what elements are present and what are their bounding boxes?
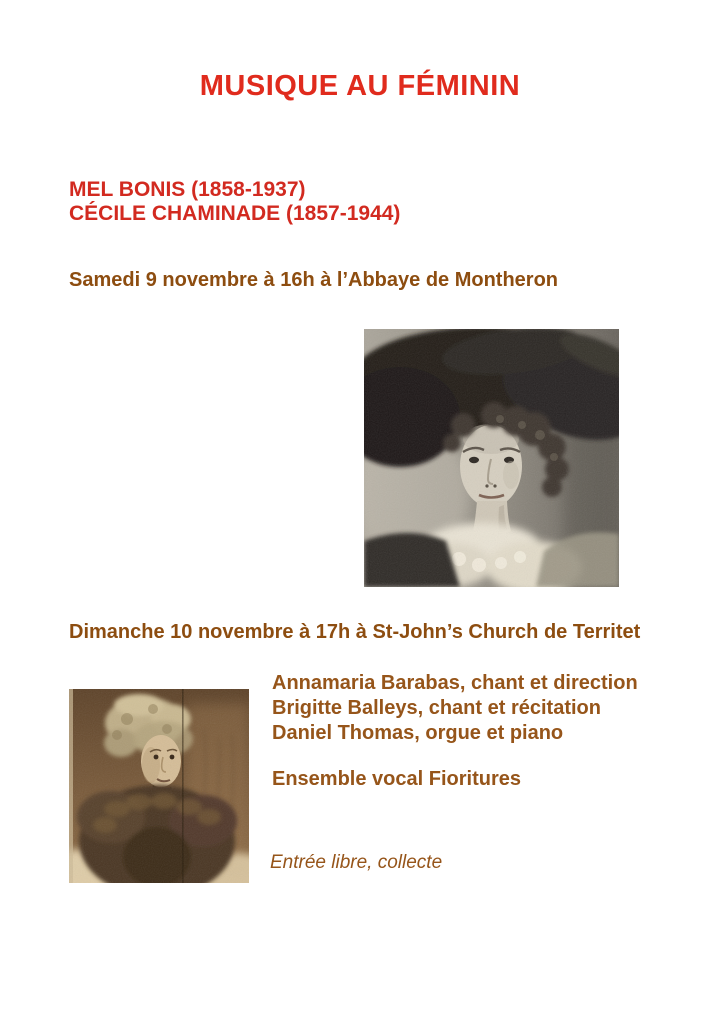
composer-line-2: CÉCILE CHAMINADE (1857-1944) bbox=[69, 202, 401, 225]
poster-title: MUSIQUE AU FÉMININ bbox=[199, 70, 521, 102]
performer-line-2: Brigitte Balleys, chant et récitation bbox=[272, 697, 601, 719]
performer-line-3: Daniel Thomas, orgue et piano bbox=[272, 722, 564, 744]
admission-note: Entrée libre, collecte bbox=[270, 852, 443, 873]
portrait-photo-top bbox=[364, 329, 619, 587]
ensemble-line: Ensemble vocal Fioritures bbox=[272, 768, 521, 790]
portrait-photo-top-image bbox=[364, 329, 619, 587]
composer-names bbox=[69, 178, 400, 226]
event-2-heading: Dimanche 10 novembre à 17h à St-John’s Church de Territet bbox=[69, 621, 641, 643]
performers-block bbox=[272, 671, 638, 792]
portrait-photo-bottom-image bbox=[69, 689, 249, 883]
composer-line-1: MEL BONIS (1858-1937) bbox=[69, 178, 306, 201]
portrait-photo-bottom bbox=[69, 689, 249, 883]
event-1-heading: Samedi 9 novembre à 16h à l’Abbaye de Montheron bbox=[69, 269, 559, 291]
performer-line-1: Annamaria Barabas, chant et direction bbox=[272, 672, 638, 694]
